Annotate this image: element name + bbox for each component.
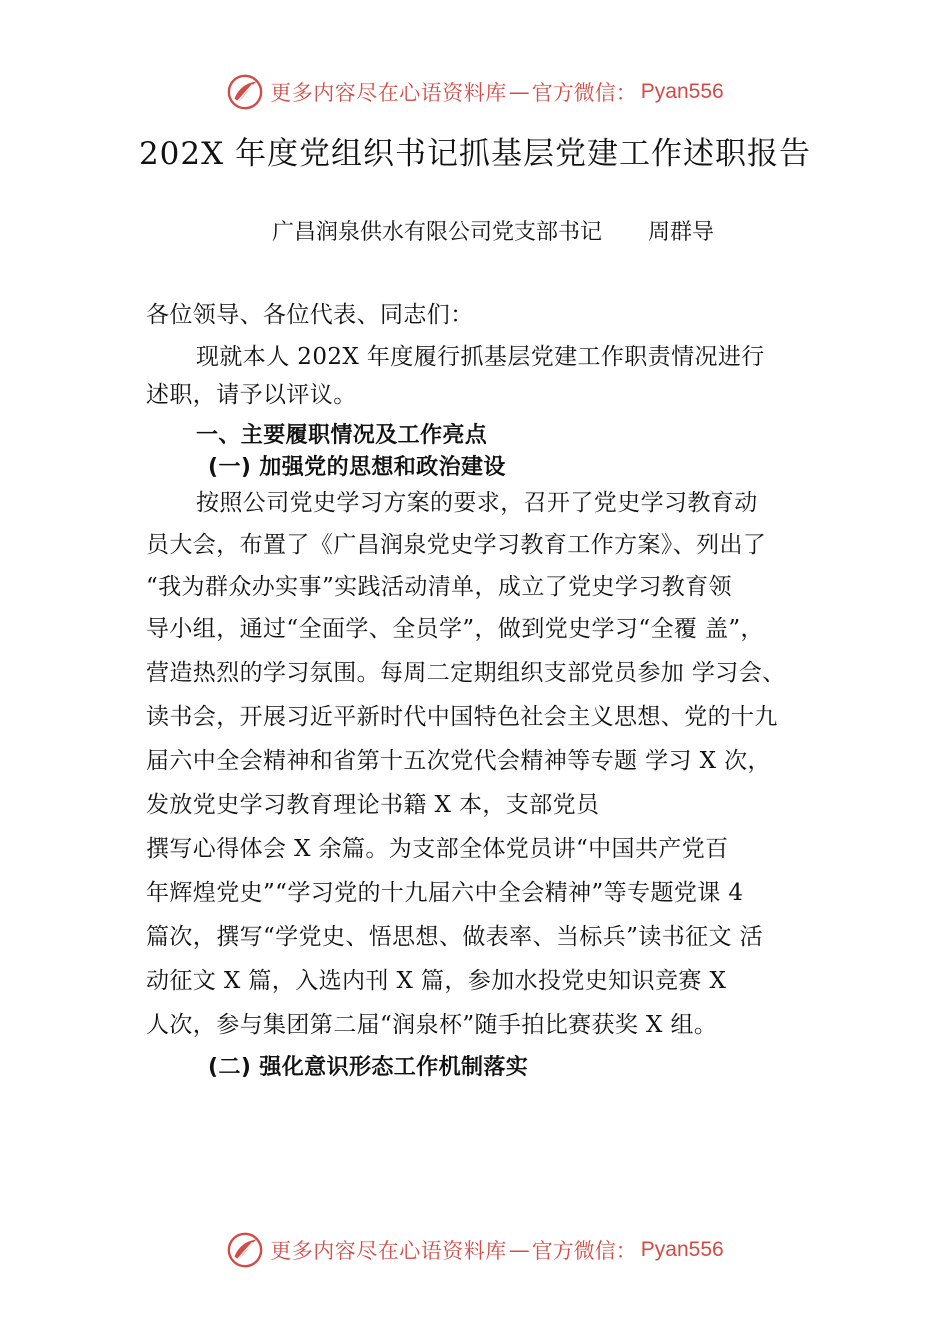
paragraph-line: 述职，请予以评议。	[146, 382, 357, 408]
watermark-wechat-id: Pyan556	[640, 80, 724, 103]
watermark-wechat-label: 官方微信：	[531, 81, 637, 105]
paragraph-line: 营造热烈的学习氛围。每周二定期组织支部党员参加 学习会、	[146, 660, 786, 686]
paragraph-line: 按照公司党史学习方案的要求，召开了党史学习教育动	[196, 490, 758, 516]
brand-logo-icon	[226, 1231, 264, 1269]
salutation: 各位领导、各位代表、同志们：	[146, 302, 474, 328]
watermark-text: 更多内容尽在心语资料库	[270, 1239, 507, 1263]
subsection-heading: (一) 加强党的思想和政治建设	[208, 455, 506, 480]
watermark-banner-top	[0, 70, 950, 114]
author-name: 周群导	[648, 220, 715, 245]
author-line	[272, 215, 714, 246]
watermark-wechat-id: Pyan556	[640, 1238, 724, 1261]
paragraph-line: 读书会，开展习近平新时代中国特色社会主义思想、党的十九	[146, 704, 778, 730]
paragraph-line: 员大会，布置了《广昌润泉党史学习教育工作方案》、列出了	[146, 532, 767, 558]
subsection-heading: (二) 强化意识形态工作机制落实	[208, 1055, 529, 1080]
watermark-wechat-label: 官方微信：	[531, 1239, 637, 1263]
paragraph-line: 撰写心得体会 X 余篇。为支部全体党员讲“中国共产党百	[146, 836, 729, 862]
paragraph-line: 导小组，通过“全面学、全员学”，做到党史学习“全覆 盖”，	[146, 616, 764, 642]
paragraph-line: 篇次，撰写“学党史、悟思想、做表率、当标兵”读书征文 活	[146, 924, 764, 950]
section-heading: 一、主要履职情况及工作亮点	[196, 423, 488, 448]
watermark-separator: —	[508, 1238, 530, 1262]
document-title: 202X 年度党组织书记抓基层党建工作述职报告	[138, 136, 812, 172]
paragraph-line: 发放党史学习教育理论书籍 X 本，支部党员	[146, 792, 600, 818]
paragraph-line: 年辉煌党史”“学习党的十九届六中全会精神”等专题党课 4	[146, 880, 744, 906]
watermark-separator: —	[508, 80, 530, 104]
paragraph-line: 人次，参与集团第二届“润泉杯”随手拍比赛获奖 X 组。	[146, 1012, 718, 1038]
brand-logo-icon	[226, 73, 264, 111]
watermark-banner-bottom	[0, 1228, 950, 1272]
watermark-text: 更多内容尽在心语资料库	[270, 81, 507, 105]
paragraph-line: 动征文 X 篇，入选内刊 X 篇，参加水投党史知识竞赛 X	[146, 968, 727, 994]
author-organization: 广昌润泉供水有限公司党支部书记	[272, 220, 603, 245]
paragraph-line: “我为群众办实事”实践活动清单，成立了党史学习教育领	[146, 574, 732, 600]
paragraph-line: 届六中全会精神和省第十五次党代会精神等专题 学习 X 次，	[146, 748, 771, 774]
paragraph-line: 现就本人 202X 年度履行抓基层党建工作职责情况进行	[196, 344, 765, 370]
